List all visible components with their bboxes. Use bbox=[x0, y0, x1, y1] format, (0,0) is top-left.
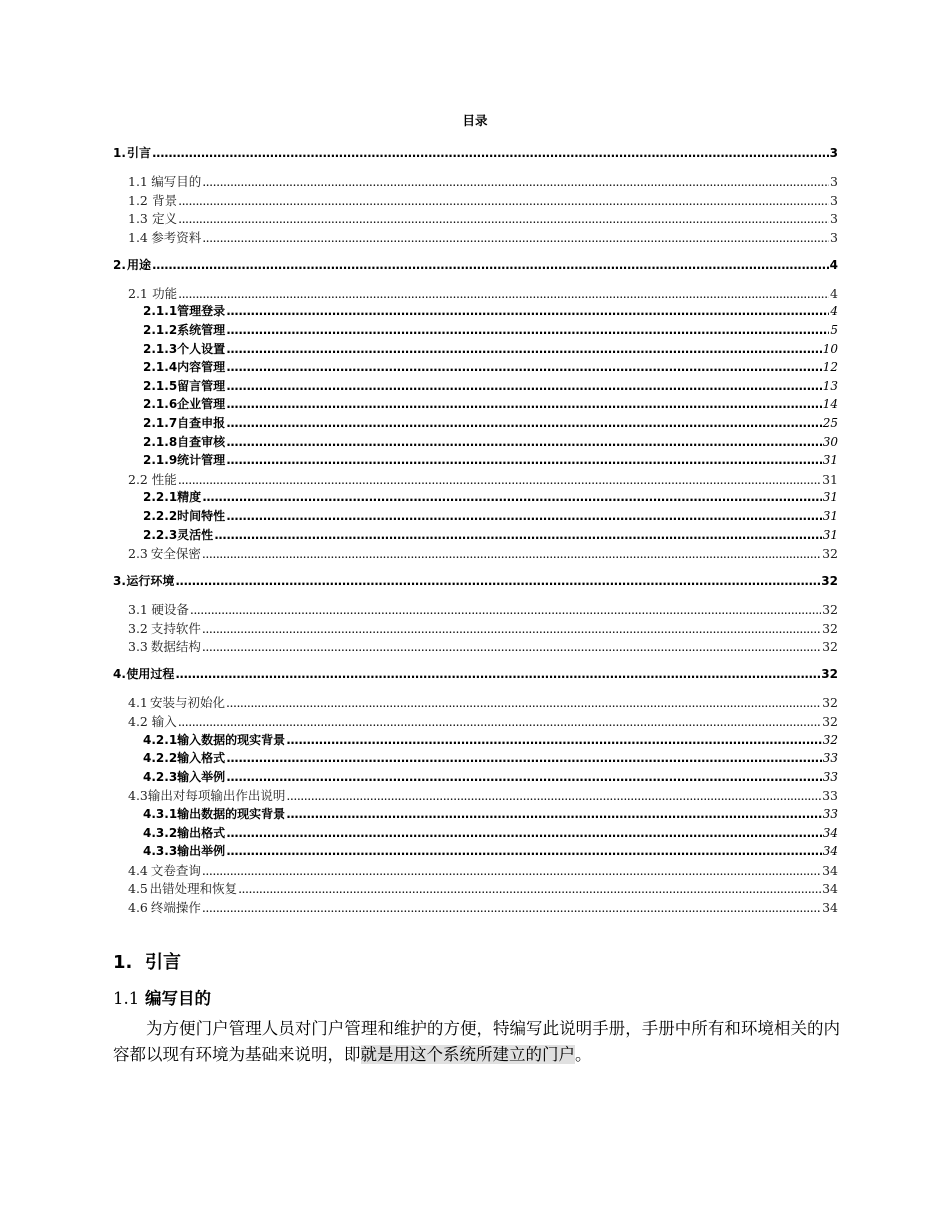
toc-entry[interactable] bbox=[128, 787, 838, 804]
toc-entry-number: 2.1.6 bbox=[143, 397, 178, 411]
toc-entry-label: 支持软件 bbox=[150, 621, 201, 636]
toc-entry-number: 4.2.3 bbox=[143, 770, 178, 784]
toc-entry-number: 3. bbox=[113, 574, 126, 588]
toc-leader-dots bbox=[286, 732, 822, 749]
toc-entry-page: 3 bbox=[830, 230, 838, 245]
toc-entry[interactable] bbox=[143, 303, 838, 320]
toc-leader-dots bbox=[202, 229, 829, 246]
toc-entry-page: 4 bbox=[829, 258, 838, 272]
toc-entry-number: 2.1.1 bbox=[143, 304, 178, 318]
toc-entry-number: 4.3.3 bbox=[143, 844, 178, 858]
toc-entry[interactable] bbox=[128, 694, 838, 711]
toc-entry-label: 参考资料 bbox=[151, 230, 202, 245]
toc-entry[interactable] bbox=[128, 192, 838, 209]
subsection-heading bbox=[113, 987, 211, 1011]
toc-entry[interactable] bbox=[128, 229, 838, 246]
toc-leader-dots bbox=[286, 806, 822, 823]
toc-entry-label: 运行环境 bbox=[126, 574, 175, 588]
toc-entry-page: 32 bbox=[822, 714, 838, 729]
toc-entry-page: 31 bbox=[822, 509, 838, 523]
toc-entry[interactable] bbox=[128, 620, 838, 637]
toc-leader-dots bbox=[226, 303, 829, 320]
toc-entry-page: 34 bbox=[822, 863, 838, 878]
toc-entry-page: 33 bbox=[822, 788, 838, 803]
toc-entry-page: 32 bbox=[822, 695, 838, 710]
toc-entry-number: 4.4 bbox=[128, 863, 148, 878]
toc-leader-dots bbox=[152, 145, 829, 162]
toc-entry[interactable] bbox=[143, 825, 838, 842]
subsection-title: 编写目的 bbox=[145, 989, 211, 1008]
toc-entry-label: 灵活性 bbox=[177, 528, 214, 542]
toc-entry-page: 33 bbox=[822, 807, 838, 821]
toc-entry-page: 3 bbox=[830, 174, 838, 189]
toc-entry-number: 2.1.8 bbox=[143, 435, 178, 449]
toc-leader-dots bbox=[202, 173, 829, 190]
toc-leader-dots bbox=[178, 713, 821, 730]
toc-leader-dots bbox=[226, 843, 822, 860]
toc-entry-number: 4.2 bbox=[128, 714, 148, 729]
toc-entry-number: 4.3.2 bbox=[143, 826, 178, 840]
toc-leader-dots bbox=[190, 601, 821, 618]
toc-entry[interactable] bbox=[143, 843, 838, 860]
toc-entry-number: 4.5 bbox=[128, 881, 148, 896]
toc-entry[interactable] bbox=[143, 769, 838, 786]
toc-leader-dots bbox=[226, 322, 829, 339]
toc-leader-dots bbox=[202, 862, 821, 879]
toc-entry-number: 2.2.1 bbox=[143, 490, 178, 504]
toc-entry-number: 2.1 bbox=[128, 286, 148, 301]
toc-entry[interactable] bbox=[128, 899, 838, 916]
toc-entry-label: 管理登录 bbox=[177, 304, 226, 318]
toc-entry-page: 25 bbox=[822, 416, 838, 430]
body-paragraph bbox=[113, 1016, 840, 1068]
toc-entry-label: 自查审核 bbox=[177, 435, 226, 449]
toc-entry-number: 1.2 bbox=[128, 193, 148, 208]
toc-entry-number: 3.2 bbox=[128, 621, 148, 636]
toc-entry-page: 34 bbox=[822, 844, 838, 858]
toc-entry-page: 3 bbox=[830, 211, 838, 226]
toc-entry-label: 使用过程 bbox=[126, 667, 175, 681]
toc-entry[interactable] bbox=[143, 508, 838, 525]
toc-leader-dots bbox=[202, 620, 821, 637]
toc-entry-number: 4.3.1 bbox=[143, 807, 178, 821]
toc-leader-dots bbox=[226, 341, 822, 358]
toc-title: 目录 bbox=[462, 113, 488, 128]
toc-entry-label: 输入数据的现实背景 bbox=[177, 733, 286, 747]
toc-leader-dots bbox=[286, 787, 821, 804]
toc-entry[interactable] bbox=[128, 285, 838, 302]
toc-entry-page: 31 bbox=[822, 528, 838, 542]
toc-entry-label: 终端操作 bbox=[150, 900, 201, 915]
toc-entry-page: 3 bbox=[830, 193, 838, 208]
toc-entry-number: 3.1 bbox=[128, 602, 148, 617]
toc-entry-page: 34 bbox=[822, 881, 838, 896]
toc-leader-dots bbox=[175, 666, 820, 683]
toc-entry-number: 4.1 bbox=[128, 695, 148, 710]
toc-entry-label: 企业管理 bbox=[177, 397, 226, 411]
toc-entry[interactable] bbox=[128, 880, 838, 897]
toc-entry-label: 安装与初始化 bbox=[150, 695, 226, 710]
toc-entry-page: 31 bbox=[822, 490, 838, 504]
toc-leader-dots bbox=[238, 880, 821, 897]
toc-entry-number: 2.1.7 bbox=[143, 416, 178, 430]
section-number: 1. bbox=[113, 952, 133, 973]
toc-entry-number: 3.3 bbox=[128, 639, 148, 654]
toc-entry[interactable] bbox=[143, 415, 838, 432]
toc-entry-page: 32 bbox=[822, 639, 838, 654]
toc-entry-label: 输入 bbox=[151, 714, 177, 729]
toc-leader-dots bbox=[202, 545, 821, 562]
toc-entry-label: 个人设置 bbox=[177, 342, 226, 356]
toc-entry[interactable] bbox=[143, 378, 838, 395]
toc-entry-label: 出错处理和恢复 bbox=[149, 881, 238, 896]
toc-entry-label: 统计管理 bbox=[177, 453, 226, 467]
toc-entry-label: 输出数据的现实背景 bbox=[177, 807, 286, 821]
toc-leader-dots bbox=[202, 899, 821, 916]
toc-entry-number: 4.2.1 bbox=[143, 733, 178, 747]
toc-entry[interactable] bbox=[113, 666, 838, 683]
toc-entry-page: 32 bbox=[821, 667, 838, 681]
toc-entry[interactable] bbox=[143, 359, 838, 376]
paragraph-text: 为方便门户管理人员对门户管理和维护的方便，特编写此说明手册，手册中所有和环境相关的内容都以现有环境为基础来说明，即 bbox=[113, 1019, 840, 1064]
toc-leader-dots bbox=[178, 192, 829, 209]
toc-entry-page: 32 bbox=[822, 546, 838, 561]
toc-entry[interactable] bbox=[128, 713, 838, 730]
toc-entry-label: 功能 bbox=[152, 286, 178, 301]
toc-entry[interactable] bbox=[113, 145, 838, 162]
toc-entry-number: 4.6 bbox=[128, 900, 148, 915]
toc-entry[interactable] bbox=[113, 257, 838, 274]
toc-entry-number: 4. bbox=[113, 667, 126, 681]
toc-entry-label: 性能 bbox=[151, 472, 177, 487]
toc-entry-page: 14 bbox=[822, 397, 838, 411]
toc-entry[interactable] bbox=[143, 452, 838, 469]
toc-entry-number: 2.2 bbox=[128, 472, 148, 487]
toc-leader-dots bbox=[202, 489, 822, 506]
toc-leader-dots bbox=[226, 415, 822, 432]
toc-leader-dots bbox=[178, 210, 829, 227]
section-title: 引言 bbox=[145, 952, 181, 973]
toc-entry-page: 3 bbox=[829, 146, 838, 160]
toc-entry[interactable] bbox=[128, 601, 838, 618]
toc-entry[interactable] bbox=[143, 732, 838, 749]
subsection-number: 1.1 bbox=[113, 989, 140, 1008]
toc-entry[interactable] bbox=[128, 862, 838, 879]
toc-entry[interactable] bbox=[143, 489, 838, 506]
toc-entry-page: 10 bbox=[822, 342, 838, 356]
toc-entry[interactable] bbox=[143, 806, 838, 823]
toc-entry-number: 2.1.5 bbox=[143, 379, 178, 393]
toc-entry-page: 34 bbox=[822, 826, 838, 840]
toc-entry-number: 2.1.3 bbox=[143, 342, 178, 356]
toc-leader-dots bbox=[214, 527, 822, 544]
toc-entry-label: 自查申报 bbox=[177, 416, 226, 430]
toc-entry-label: 留言管理 bbox=[177, 379, 226, 393]
toc-entry-label: 输入格式 bbox=[177, 751, 226, 765]
toc-entry-page: 13 bbox=[822, 379, 838, 393]
toc-leader-dots bbox=[226, 825, 822, 842]
toc-entry[interactable] bbox=[113, 573, 838, 590]
toc-leader-dots bbox=[152, 257, 829, 274]
toc-entry-page: 31 bbox=[822, 453, 838, 467]
toc-entry-label: 内容管理 bbox=[177, 360, 226, 374]
toc-entry-label: 输出对每项输出作出说明 bbox=[147, 788, 286, 803]
toc-entry-number: 2.2.2 bbox=[143, 509, 178, 523]
toc-entry-number: 1.1 bbox=[128, 174, 148, 189]
toc-entry-label: 输出格式 bbox=[177, 826, 226, 840]
toc-entry-number: 2.1.9 bbox=[143, 453, 178, 467]
toc-entry[interactable] bbox=[128, 210, 838, 227]
toc-entry-label: 系统管理 bbox=[177, 323, 226, 337]
paragraph-end: 。 bbox=[575, 1045, 592, 1064]
toc-entry-number: 1.3 bbox=[128, 211, 148, 226]
toc-leader-dots bbox=[226, 769, 822, 786]
toc-entry-number: 4.2.2 bbox=[143, 751, 178, 765]
toc-entry[interactable] bbox=[128, 638, 838, 655]
toc-leader-dots bbox=[226, 434, 822, 451]
toc-entry-label: 编写目的 bbox=[151, 174, 202, 189]
toc-entry[interactable] bbox=[143, 527, 838, 544]
toc-leader-dots bbox=[178, 285, 829, 302]
toc-entry-page: 4 bbox=[830, 304, 838, 318]
toc-entry-number: 2.1.2 bbox=[143, 323, 178, 337]
toc-leader-dots bbox=[226, 396, 822, 413]
toc-entry-label: 精度 bbox=[177, 490, 202, 504]
toc-entry-label: 用途 bbox=[126, 258, 151, 272]
toc-entry-page: 34 bbox=[822, 900, 838, 915]
toc-entry-label: 数据结构 bbox=[150, 639, 201, 654]
toc-entry-number: 1. bbox=[113, 146, 126, 160]
toc-entry-page: 30 bbox=[822, 435, 838, 449]
toc-entry-number: 2.3 bbox=[128, 546, 148, 561]
toc-entry[interactable] bbox=[143, 396, 838, 413]
toc-entry-page: 33 bbox=[822, 751, 838, 765]
toc-entry-page: 4 bbox=[830, 286, 838, 301]
toc-leader-dots bbox=[202, 638, 821, 655]
toc-entry-page: 32 bbox=[822, 602, 838, 617]
toc-leader-dots bbox=[226, 694, 821, 711]
toc-entry-page: 32 bbox=[821, 574, 838, 588]
toc-entry[interactable] bbox=[143, 341, 838, 358]
highlighted-text: 就是用这个系统所建立的门户 bbox=[360, 1045, 575, 1064]
toc-entry-number: 2.1.4 bbox=[143, 360, 178, 374]
toc-leader-dots bbox=[226, 378, 822, 395]
toc-entry-number: 2.2.3 bbox=[143, 528, 178, 542]
toc-entry-label: 文卷查询 bbox=[150, 863, 201, 878]
toc-entry-label: 定义 bbox=[152, 211, 178, 226]
toc-entry-number: 4.3 bbox=[128, 788, 148, 803]
toc-entry-page: 31 bbox=[822, 472, 838, 487]
toc-leader-dots bbox=[226, 359, 822, 376]
toc-entry[interactable] bbox=[143, 322, 838, 339]
section-heading bbox=[113, 950, 181, 976]
toc-entry-page: 12 bbox=[822, 360, 838, 374]
toc-entry[interactable] bbox=[128, 545, 838, 562]
toc-entry-label: 背景 bbox=[152, 193, 178, 208]
toc-entry-label: 输入举例 bbox=[177, 770, 226, 784]
toc-entry-label: 输出举例 bbox=[177, 844, 226, 858]
toc-entry-label: 时间特性 bbox=[177, 509, 226, 523]
toc-entry-label: 安全保密 bbox=[150, 546, 201, 561]
toc-leader-dots bbox=[175, 573, 820, 590]
toc-leader-dots bbox=[178, 471, 821, 488]
toc-entry-page: 32 bbox=[822, 621, 838, 636]
toc-entry-page: 33 bbox=[822, 770, 838, 784]
toc-leader-dots bbox=[226, 452, 822, 469]
toc-entry[interactable] bbox=[143, 434, 838, 451]
toc-entry-number: 2. bbox=[113, 258, 126, 272]
toc-entry[interactable] bbox=[143, 750, 838, 767]
toc-entry[interactable] bbox=[128, 471, 838, 488]
toc-entry-page: 32 bbox=[822, 733, 838, 747]
toc-entry-number: 1.4 bbox=[128, 230, 148, 245]
toc-leader-dots bbox=[226, 750, 822, 767]
toc-entry-page: 5 bbox=[830, 323, 838, 337]
toc-entry-label: 引言 bbox=[126, 146, 151, 160]
toc-entry-label: 硬设备 bbox=[151, 602, 189, 617]
toc-leader-dots bbox=[226, 508, 822, 525]
toc-entry[interactable] bbox=[128, 173, 838, 190]
